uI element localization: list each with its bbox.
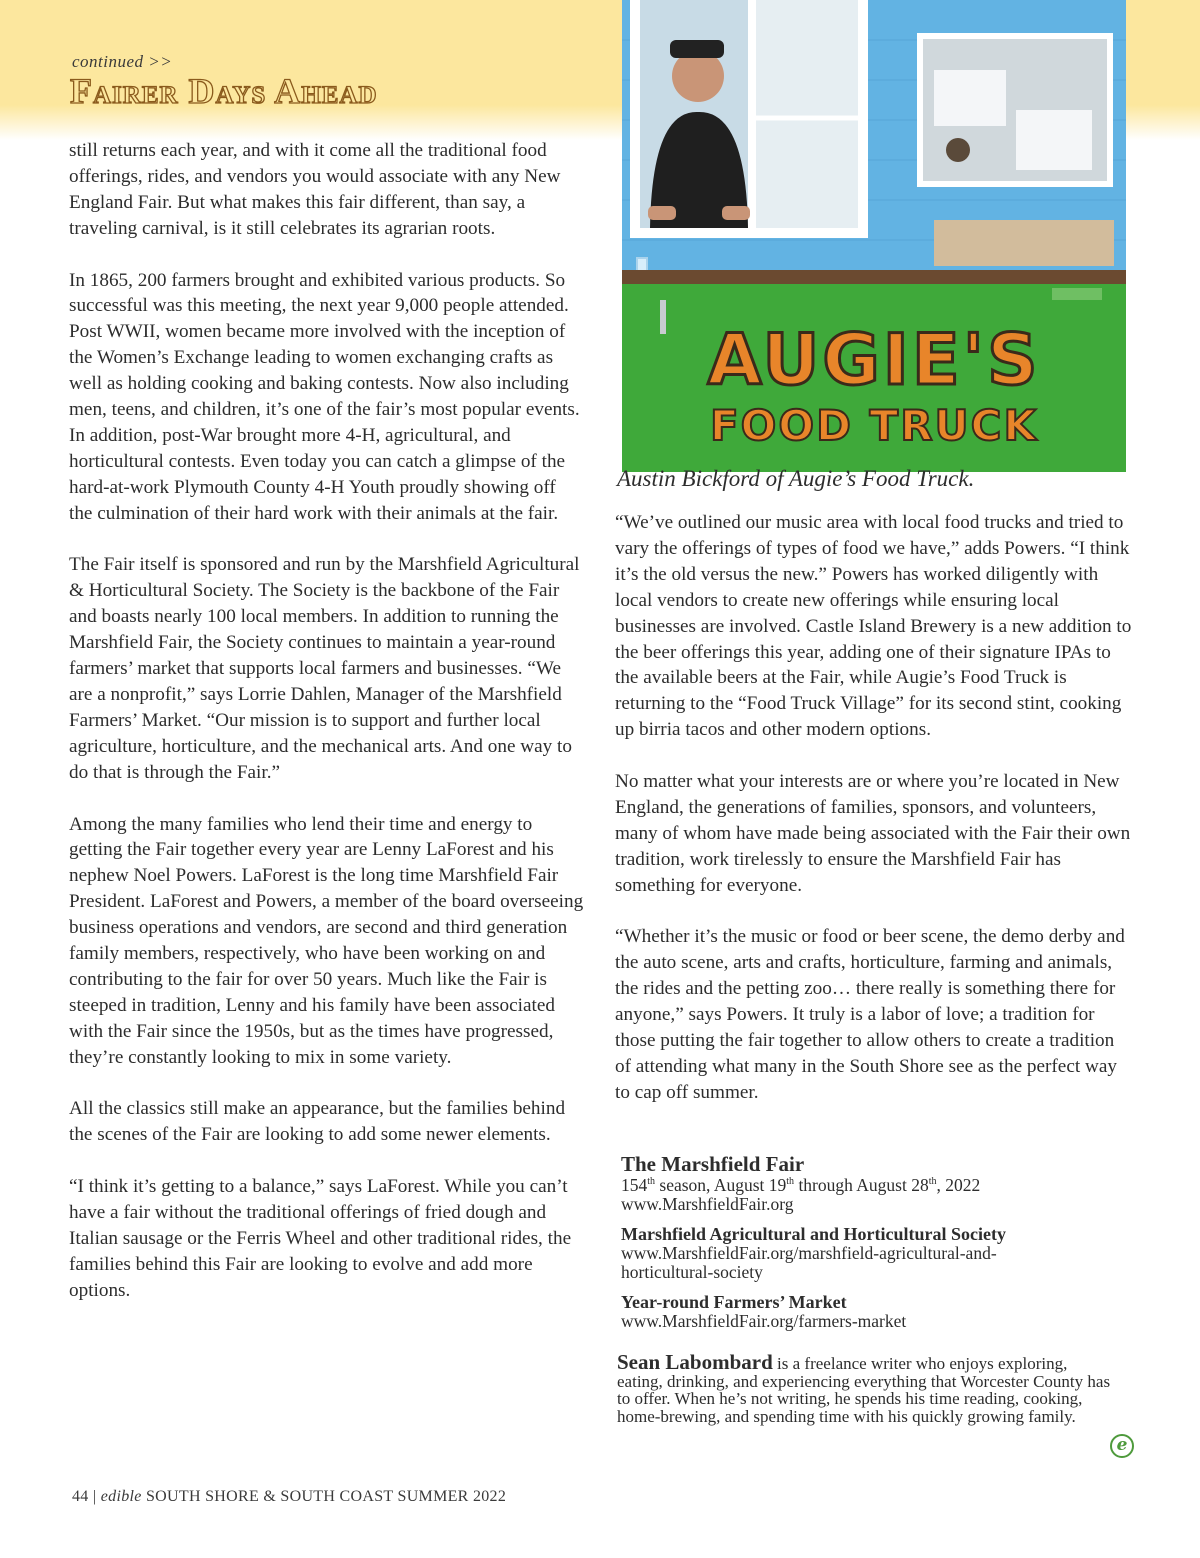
through-text: through August 28 xyxy=(794,1175,929,1195)
footer-separator: | xyxy=(92,1488,97,1505)
society-title: Marshfield Agricultural and Horticultural Society xyxy=(621,1224,1006,1244)
ordinal-suffix: th xyxy=(647,1176,656,1188)
body-paragraph: In 1865, 200 farmers brought and exhibited various products. So successful was this meeting, the next year 9,000 people attended. Post WWII, women became more involved with the inception of the Women’s Exchange leading to women exchanging crafts as well as holding cooking and baking contests. Now also including men, teens, and children, it’s one of the fair’s most popular events. In addition, post-War brought more 4-H, agricultural, and horticultural contests. Even today you can catch a glimpse of the hard-at-work Plymouth County 4-H Youth proudly showing off the culmination of their hard work with their animals at the fair. xyxy=(69,269,580,524)
market-url[interactable]: www.MarshfieldFair.org/farmers-market xyxy=(621,1311,907,1331)
page-number: 44 xyxy=(72,1488,89,1505)
body-paragraph: “I think it’s getting to a balance,” says LaForest. While you can’t have a fair without the traditional offerings of fried dough and Italian sausage or the Ferris Wheel and other traditional rides, the families behind this Fair are looking to evolve and add more options. xyxy=(69,1176,572,1301)
ordinal-suffix: th xyxy=(928,1176,937,1188)
author-name: Sean Labombard xyxy=(617,1350,773,1374)
fair-url[interactable]: www.MarshfieldFair.org xyxy=(621,1194,794,1214)
body-paragraph: No matter what your interests are or where you’re located in New England, the generations of families, sponsors, and volunteers, many of whom have made being associated with the Fair their own tradition, work tirelessly to ensure the Marshfield Fair has something for everyone. xyxy=(615,771,1131,896)
right-column xyxy=(615,510,1135,1132)
page-footer xyxy=(72,1488,506,1506)
sign-line-food-truck: FOOD TRUCK xyxy=(709,401,1039,450)
photo-caption: Austin Bickford of Augie’s Food Truck. xyxy=(617,466,975,491)
footer-publication: SOUTH SHORE & SOUTH COAST SUMMER 2022 xyxy=(145,1488,507,1505)
body-paragraph: All the classics still make an appearance, but the families behind the scenes of the Fair are looking to add some newer elements. xyxy=(69,1098,566,1146)
market-info xyxy=(621,1292,1131,1331)
ordinal-suffix: th xyxy=(786,1176,795,1188)
body-paragraph: still returns each year, and with it come all the traditional food offerings, rides, and vendors you would associate with any New England Fair. But what makes this fair different, than say, a traveling carnival, is it still celebrates its agrarian roots. xyxy=(69,140,561,239)
author-bio-text: is a freelance writer who enjoys exploring, eating, drinking, and experiencing everything that Worcester County has to offer. When he’s not writing, he spends his time reading, cooking, home-brewing, and spending time with his quickly growing family. xyxy=(617,1354,1111,1426)
season-number: 154 xyxy=(621,1175,648,1195)
left-column xyxy=(69,138,584,1330)
body-paragraph: “We’ve outlined our music area with local food trucks and tried to vary the offerings of types of food we have,” adds Powers. “I think it’s the old versus the new.” Powers has worked diligently with local vendors to create new offerings while ensuring local businesses are involved. Castle Island Brewery is a new addition to the beer offerings this year, adding one of their signature IPAs to the available beers at the Fair, while Augie’s Food Truck is returning to the “Food Truck Village” for its second stint, cooking up birria tacos and other modern options. xyxy=(615,512,1132,741)
author-bio xyxy=(617,1350,1117,1426)
society-url-line1[interactable]: www.MarshfieldFair.org/marshfield-agricultural-and- xyxy=(621,1243,997,1263)
food-truck-photo xyxy=(622,0,1126,472)
continued-kicker: continued >> xyxy=(72,52,173,71)
edible-end-icon: e xyxy=(1110,1434,1134,1458)
body-paragraph: Among the many families who lend their time and energy to getting the Fair together every year are Lenny LaForest and his nephew Noel Powers. LaForest is the long time Marshfield Fair President. LaForest and Powers, a member of the board overseeing business operations and vendors, are second and third generation family members, respectively, who have been working on and contributing to the fair for over 50 years. Much like the Fair is steeped in tradition, Lenny and his family have been associated with the Fair since the 1950s, but as the times have progressed, they’re constantly looking to mix in some variety. xyxy=(69,813,584,1068)
footer-brand: edible xyxy=(100,1488,142,1505)
society-info xyxy=(621,1224,1131,1282)
season-text: season, August 19 xyxy=(655,1175,787,1195)
fair-title: The Marshfield Fair xyxy=(621,1152,805,1176)
market-title: Year-round Farmers’ Market xyxy=(621,1292,847,1312)
fair-info xyxy=(621,1152,1131,1214)
body-paragraph: “Whether it’s the music or food or beer scene, the demo derby and the auto scene, arts and crafts, horticulture, farming and animals, the rides and the petting zoo… there really is something there for anyone,” says Powers. It truly is a labor of love; a tradition for those putting the fair together to allow others to create a tradition of attending what many in the South Shore see as the perfect way to cap off summer. xyxy=(615,926,1125,1103)
fair-dates xyxy=(621,1176,1131,1195)
fair-info-box xyxy=(621,1152,1131,1341)
article-title: Fairer Days Ahead xyxy=(70,71,378,111)
society-url-line2[interactable]: horticultural-society xyxy=(621,1262,763,1282)
year-text: , 2022 xyxy=(936,1175,981,1195)
body-paragraph: The Fair itself is sponsored and run by the Marshfield Agricultural & Horticultural Society. The Society is the backbone of the Fair and boasts nearly 100 local members. In addition to running the Marshfield Fair, the Society continues to maintain a year-round farmers’ market that supports local farmers and businesses. “We are a nonprofit,” says Lorrie Dahlen, Manager of the Marshfield Farmers’ Market. “Our mission is to support and further local agriculture, horticulture, and the mechanical arts. And one way to do that is through the Fair.” xyxy=(69,554,580,783)
sign-line-augies: AUGIE'S xyxy=(707,319,1041,401)
